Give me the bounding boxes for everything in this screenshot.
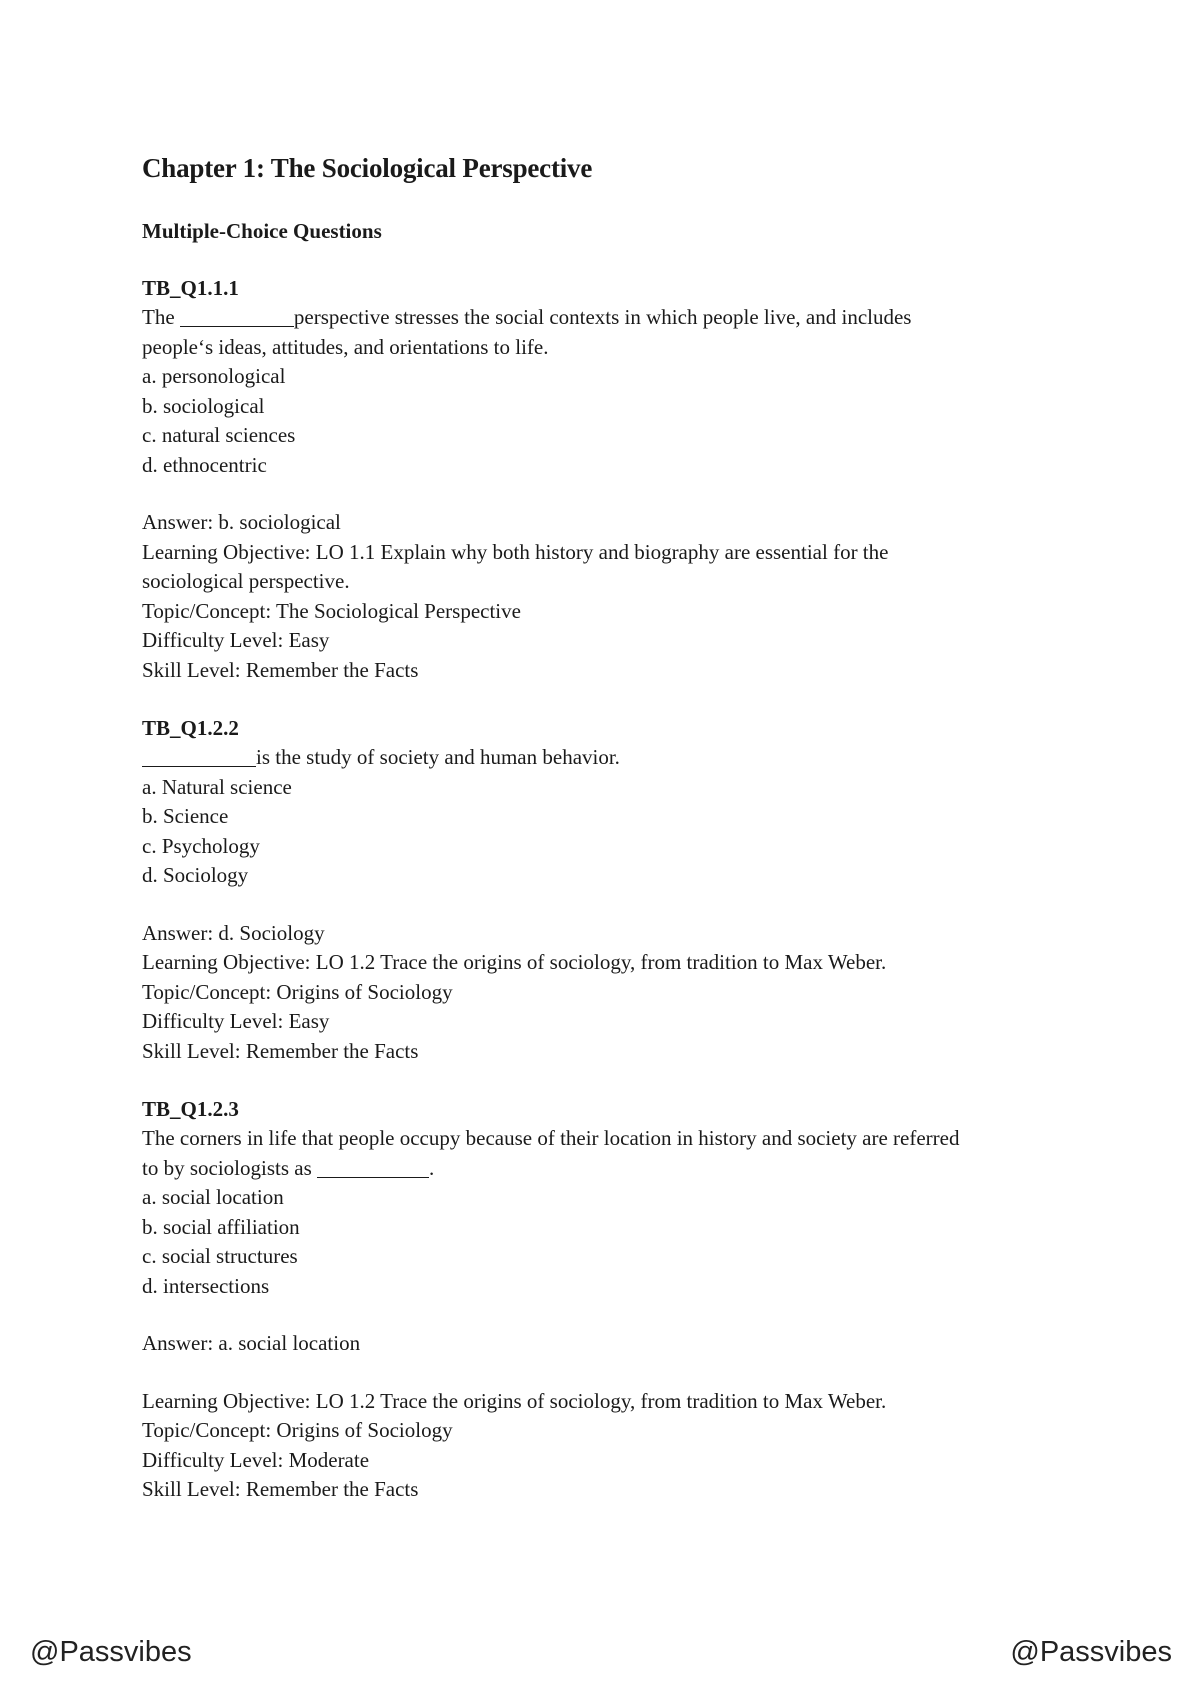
- section-title: Multiple-Choice Questions: [142, 219, 382, 243]
- question-block: [142, 713, 1062, 1066]
- question-id: TB_Q1.1.1: [142, 276, 239, 300]
- stem-text: The: [142, 305, 180, 329]
- skill-level: Skill Level: Remember the Facts: [142, 657, 419, 682]
- footer-watermark-right: @Passvibes: [1010, 1636, 1172, 1668]
- answer-blank: [317, 1157, 429, 1178]
- document-page: [142, 150, 1062, 1505]
- option-list: [142, 773, 1062, 891]
- learning-objective: Learning Objective: LO 1.2 Trace the origins of sociology, from tradition to Max Weber.: [142, 1388, 887, 1413]
- option-a: a. social location: [142, 1185, 284, 1209]
- difficulty-level: Difficulty Level: Moderate: [142, 1447, 370, 1472]
- learning-objective: Learning Objective: LO 1.1 Explain why both history and biography are essential for the: [142, 539, 889, 564]
- answer: Answer: d. Sociology: [142, 920, 325, 945]
- option-b: b. social affiliation: [142, 1214, 300, 1239]
- option-c: c. Psychology: [142, 833, 260, 858]
- option-b: b. sociological: [142, 393, 265, 418]
- footer-watermark-left: @Passvibes: [30, 1636, 192, 1668]
- question-stem: [142, 303, 1062, 333]
- option-d: d. intersections: [142, 1273, 270, 1298]
- option-list: [142, 362, 1062, 480]
- question-id: TB_Q1.2.2: [142, 716, 239, 740]
- option-d: d. Sociology: [142, 863, 249, 887]
- stem-text: .: [429, 1155, 435, 1180]
- option-c: c. social structures: [142, 1244, 298, 1268]
- answer-blank: [142, 746, 256, 767]
- question-stem-continued: people‘s ideas, attitudes, and orientations to life.: [142, 334, 549, 359]
- option-d: d. ethnocentric: [142, 452, 267, 477]
- question-stem: [142, 743, 1062, 773]
- skill-level: Skill Level: Remember the Facts: [142, 1038, 419, 1063]
- question-stem-continued: [142, 1154, 1062, 1184]
- difficulty-level: Difficulty Level: Easy: [142, 1009, 330, 1033]
- stem-text: is the study of society and human behavior.: [256, 745, 620, 769]
- topic-concept: Topic/Concept: Origins of Sociology: [142, 1418, 453, 1442]
- learning-objective-continued: sociological perspective.: [142, 569, 350, 593]
- topic-concept: Topic/Concept: The Sociological Perspective: [142, 598, 521, 623]
- answer: Answer: b. sociological: [142, 510, 341, 534]
- option-b: b. Science: [142, 804, 229, 828]
- chapter-title: Chapter 1: The Sociological Perspective: [142, 153, 593, 183]
- option-a: a. Natural science: [142, 774, 292, 799]
- option-a: a. personological: [142, 364, 286, 388]
- question-stem: The corners in life that people occupy because of their location in history and society are referred: [142, 1126, 960, 1150]
- stem-text: to by sociologists as: [142, 1155, 318, 1180]
- stem-text: perspective stresses the social contexts in which people live, and includes: [293, 305, 912, 329]
- option-list: [142, 1183, 1062, 1301]
- answer: Answer: a. social location: [142, 1331, 361, 1355]
- answer-blank: [180, 306, 294, 327]
- difficulty-level: Difficulty Level: Easy: [142, 628, 330, 652]
- skill-level: Skill Level: Remember the Facts: [142, 1477, 419, 1501]
- question-block: [142, 1094, 1062, 1505]
- question-block: [142, 273, 1062, 685]
- learning-objective: Learning Objective: LO 1.2 Trace the origins of sociology, from tradition to Max Weber.: [142, 950, 887, 974]
- option-c: c. natural sciences: [142, 423, 296, 447]
- topic-concept: Topic/Concept: Origins of Sociology: [142, 979, 453, 1004]
- question-id: TB_Q1.2.3: [142, 1097, 239, 1121]
